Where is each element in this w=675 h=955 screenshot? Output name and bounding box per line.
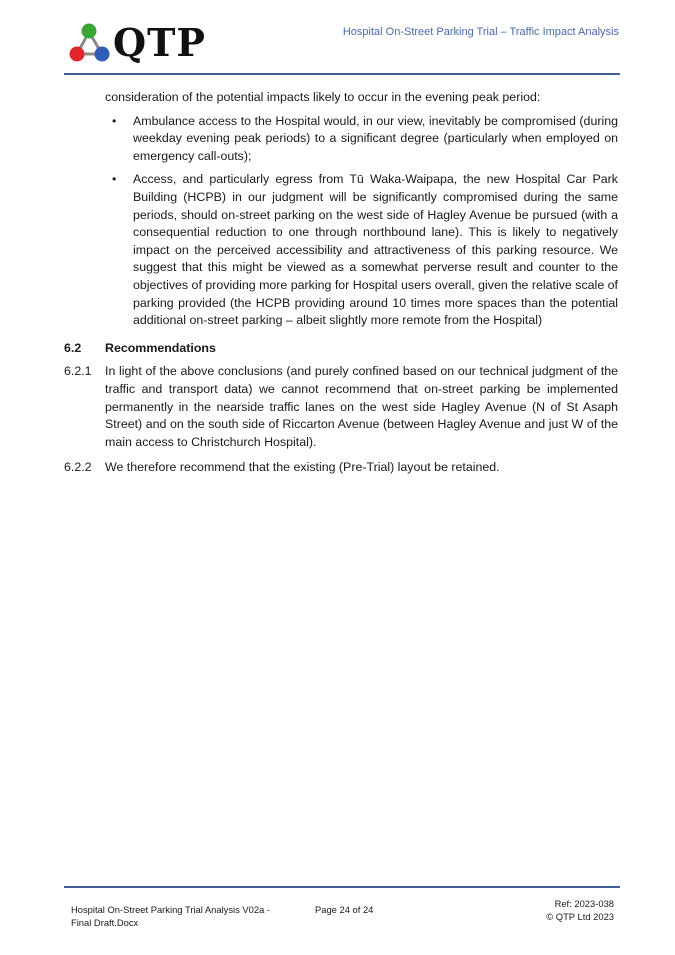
paragraph-number: 6.2.2 (64, 460, 92, 475)
footer-ref: Ref: 2023-038 (554, 898, 614, 909)
qtp-logo (68, 22, 208, 66)
footer-copyright: © QTP Ltd 2023 (546, 911, 614, 922)
header-rule (64, 73, 620, 75)
bullet-item (112, 113, 618, 166)
molecule-logo-icon (68, 22, 114, 64)
footer-ref-block (546, 897, 614, 923)
bullet-text: Ambulance access to the Hospital would, in our view, inevitably be compromised (during weekday evening peak periods) to a significant degree (particularly when employed on emergency call-outs); (133, 113, 618, 163)
section-title: Recommendations (105, 340, 216, 355)
paragraph-text: We therefore recommend that the existing (Pre-Trial) layout be retained. (105, 460, 500, 475)
footer-page-number: Page 24 of 24 (315, 904, 374, 915)
numbered-paragraph (64, 459, 618, 477)
document-body (64, 89, 618, 485)
bullet-icon: • (112, 113, 117, 128)
numbered-paragraph (64, 363, 618, 451)
paragraph-number: 6.2.1 (64, 364, 92, 379)
bullet-text: Access, and particularly egress from Tū Waka-Waipapa, the new Hospital Car Park Building (HCPB) in our judgment will be significantly compromised during the same periods, should on-street parking on the west side of Hagley Avenue be pursued (with a consequential reduction to one through northbound lane). This is likely to negatively impact on the perceived accessibility and attractiveness of this parking resource. We suggest that this might be viewed as a somewhat perverse result and counter to the objectives of providing more parking for Hospital users overall, given the relative scale of parking provided (the HCPB providing around 10 times more spaces than the potential additional on-street parking – albeit slightly more remote from the Hospital) (133, 172, 618, 328)
footer-doc-name: Hospital On-Street Parking Trial Analysis V02a - Final Draft.Docx (71, 904, 271, 928)
section-number: 6.2 (64, 340, 82, 355)
logo-text: QTP (113, 20, 206, 65)
intro-text: consideration of the potential impacts likely to occur in the evening peak period: (105, 90, 541, 104)
bullet-list (64, 113, 618, 330)
section-heading (64, 340, 618, 358)
bullet-icon: • (112, 172, 117, 187)
footer-rule (64, 886, 620, 888)
bullet-item (112, 171, 618, 329)
header-title: Hospital On-Street Parking Trial – Traffic Impact Analysis (342, 26, 619, 38)
paragraph-text: In light of the above conclusions (and purely confined based on our technical judgment of the traffic and transport data) we cannot recommend that on-street parking be implemented permanently in the nearside traffic lanes on the west side Hagley Avenue (N of St Asaph Street) and on the south side of Riccarton Avenue (between Hagley Avenue and just W of the main access to Christchurch Hospital). (105, 364, 618, 449)
